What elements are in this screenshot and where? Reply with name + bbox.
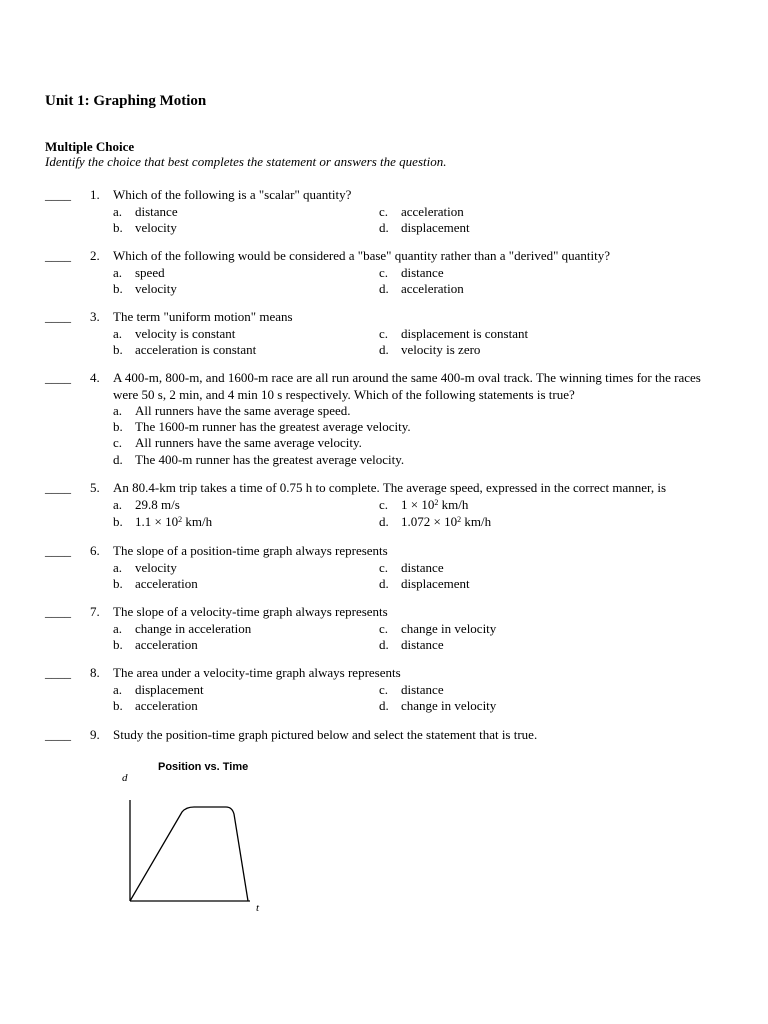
exponent: 2 xyxy=(457,515,462,524)
question-stem: The slope of a position-time graph always represents xyxy=(113,543,388,558)
section-instructions: Identify the choice that best completes the statement or answers the question. xyxy=(45,154,447,169)
option-text: distance xyxy=(401,681,444,697)
option-letter: b. xyxy=(113,514,123,529)
option-text: change in acceleration xyxy=(135,620,252,636)
question-number: 6. xyxy=(90,543,100,558)
question-number: 2. xyxy=(90,248,100,263)
answer-blank[interactable]: ____ xyxy=(45,604,71,619)
exponent: 2 xyxy=(434,498,439,507)
question-number: 7. xyxy=(90,604,100,619)
option-letter: d. xyxy=(379,281,389,296)
question-stem: The slope of a velocity-time graph always represents xyxy=(113,604,388,619)
option-text xyxy=(401,497,468,514)
option-letter: d. xyxy=(379,220,389,235)
option-letter: c. xyxy=(379,325,389,341)
position-curve xyxy=(130,807,248,901)
section-heading: Multiple Choice xyxy=(45,139,135,154)
answer-blank[interactable]: ____ xyxy=(45,543,71,558)
option-letter: d. xyxy=(379,576,389,591)
question-stem: Which of the following would be considered a "base" quantity rather than a "derived" quantity? xyxy=(113,248,611,263)
option-text: The 1600-m runner has the greatest average velocity. xyxy=(135,419,411,434)
answer-blank[interactable]: ____ xyxy=(45,370,71,385)
option-text: The 400-m runner has the greatest average velocity. xyxy=(135,452,405,467)
graph-canvas xyxy=(110,760,280,920)
option-text: acceleration xyxy=(135,576,198,591)
option-letter: b. xyxy=(113,281,123,296)
option-letter: b. xyxy=(113,637,123,652)
option-letter: c. xyxy=(379,497,389,512)
graph-title: Position vs. Time xyxy=(158,761,249,773)
position-time-graph xyxy=(110,760,280,920)
option-letter: d. xyxy=(379,637,389,652)
option-text: distance xyxy=(401,559,444,575)
option-value: 1.072 × 10 xyxy=(401,514,458,529)
option-letter: b. xyxy=(113,576,123,591)
option-letter: b. xyxy=(113,342,123,357)
option-text xyxy=(401,514,491,531)
option-text: acceleration xyxy=(401,281,464,296)
option-letter: c. xyxy=(379,203,389,219)
option-text: velocity is zero xyxy=(401,342,481,357)
option-text xyxy=(135,514,212,531)
option-letter: a. xyxy=(113,559,123,575)
option-text: displacement xyxy=(135,681,204,697)
option-letter: d. xyxy=(379,698,389,713)
answer-blank[interactable]: ____ xyxy=(45,309,71,324)
option-text: All runners have the same average velocity. xyxy=(135,435,362,450)
unit-title: Unit 1: Graphing Motion xyxy=(45,93,207,109)
option-text: velocity xyxy=(135,559,177,575)
option-letter: a. xyxy=(113,264,123,280)
option-letter: d. xyxy=(379,342,389,357)
option-text: distance xyxy=(135,203,178,219)
answer-blank[interactable]: ____ xyxy=(45,480,71,495)
option-letter: d. xyxy=(379,514,389,529)
option-text: change in velocity xyxy=(401,620,497,636)
option-letter: c. xyxy=(379,264,389,280)
question-stem: Study the position-time graph pictured below and select the statement that is true. xyxy=(113,727,538,742)
answer-blank[interactable]: ____ xyxy=(45,187,71,202)
option-letter: a. xyxy=(113,681,123,697)
option-text: acceleration xyxy=(401,203,464,219)
option-unit: km/h xyxy=(461,514,492,529)
question-stem: The area under a velocity-time graph always represents xyxy=(113,665,401,680)
option-text: acceleration is constant xyxy=(135,342,257,357)
option-text: velocity is constant xyxy=(135,325,236,341)
option-letter: b. xyxy=(113,220,123,235)
option-letter: c. xyxy=(113,435,123,450)
option-text: speed xyxy=(135,264,165,280)
option-letter: a. xyxy=(113,203,123,219)
option-unit: km/h xyxy=(182,514,213,529)
option-letter: a. xyxy=(113,620,123,636)
option-text: distance xyxy=(401,637,444,652)
option-text xyxy=(135,497,180,514)
option-value: 29.8 m/s xyxy=(135,497,180,512)
question-stem: The term "uniform motion" means xyxy=(113,309,293,324)
option-value: 1.1 × 10 xyxy=(135,514,179,529)
option-letter: d. xyxy=(113,452,123,467)
option-text: velocity xyxy=(135,220,177,235)
option-letter: a. xyxy=(113,325,123,341)
option-letter: a. xyxy=(113,403,123,418)
option-letter: b. xyxy=(113,698,123,713)
answer-blank[interactable]: ____ xyxy=(45,665,71,680)
answer-blank[interactable]: ____ xyxy=(45,727,71,742)
answer-blank[interactable]: ____ xyxy=(45,248,71,263)
option-letter: c. xyxy=(379,620,389,636)
exponent: 2 xyxy=(178,515,183,524)
option-text: distance xyxy=(401,264,444,280)
option-text: displacement xyxy=(401,220,470,235)
option-letter: b. xyxy=(113,419,123,434)
question-number: 4. xyxy=(90,370,100,385)
question-number: 5. xyxy=(90,480,100,495)
option-letter: c. xyxy=(379,681,389,697)
question-number: 9. xyxy=(90,727,100,742)
option-value: 1 × 10 xyxy=(401,497,435,512)
option-text: All runners have the same average speed. xyxy=(135,403,351,418)
option-text: displacement is constant xyxy=(401,325,529,341)
option-unit: km/h xyxy=(438,497,469,512)
question-stem: An 80.4-km trip takes a time of 0.75 h to complete. The average speed, expressed in the correct manner, is xyxy=(113,480,667,495)
option-letter: a. xyxy=(113,497,123,512)
x-axis-label: t xyxy=(256,902,260,914)
question-stem: A 400-m, 800-m, and 1600-m race are all run around the same 400-m oval track. The winning times for the races were 50 s, 2 min, and 4 min 10 s respectively. Which of the following statements is true? xyxy=(113,370,701,402)
option-text: acceleration xyxy=(135,698,198,713)
question-number: 1. xyxy=(90,187,100,202)
option-text: change in velocity xyxy=(401,698,497,713)
question-number: 3. xyxy=(90,309,100,324)
question-number: 8. xyxy=(90,665,100,680)
y-axis-label: d xyxy=(122,772,128,784)
option-text: displacement xyxy=(401,576,470,591)
option-text: velocity xyxy=(135,281,177,296)
question-stem: Which of the following is a "scalar" quantity? xyxy=(113,187,352,202)
option-text: acceleration xyxy=(135,637,198,652)
option-letter: c. xyxy=(379,559,389,575)
